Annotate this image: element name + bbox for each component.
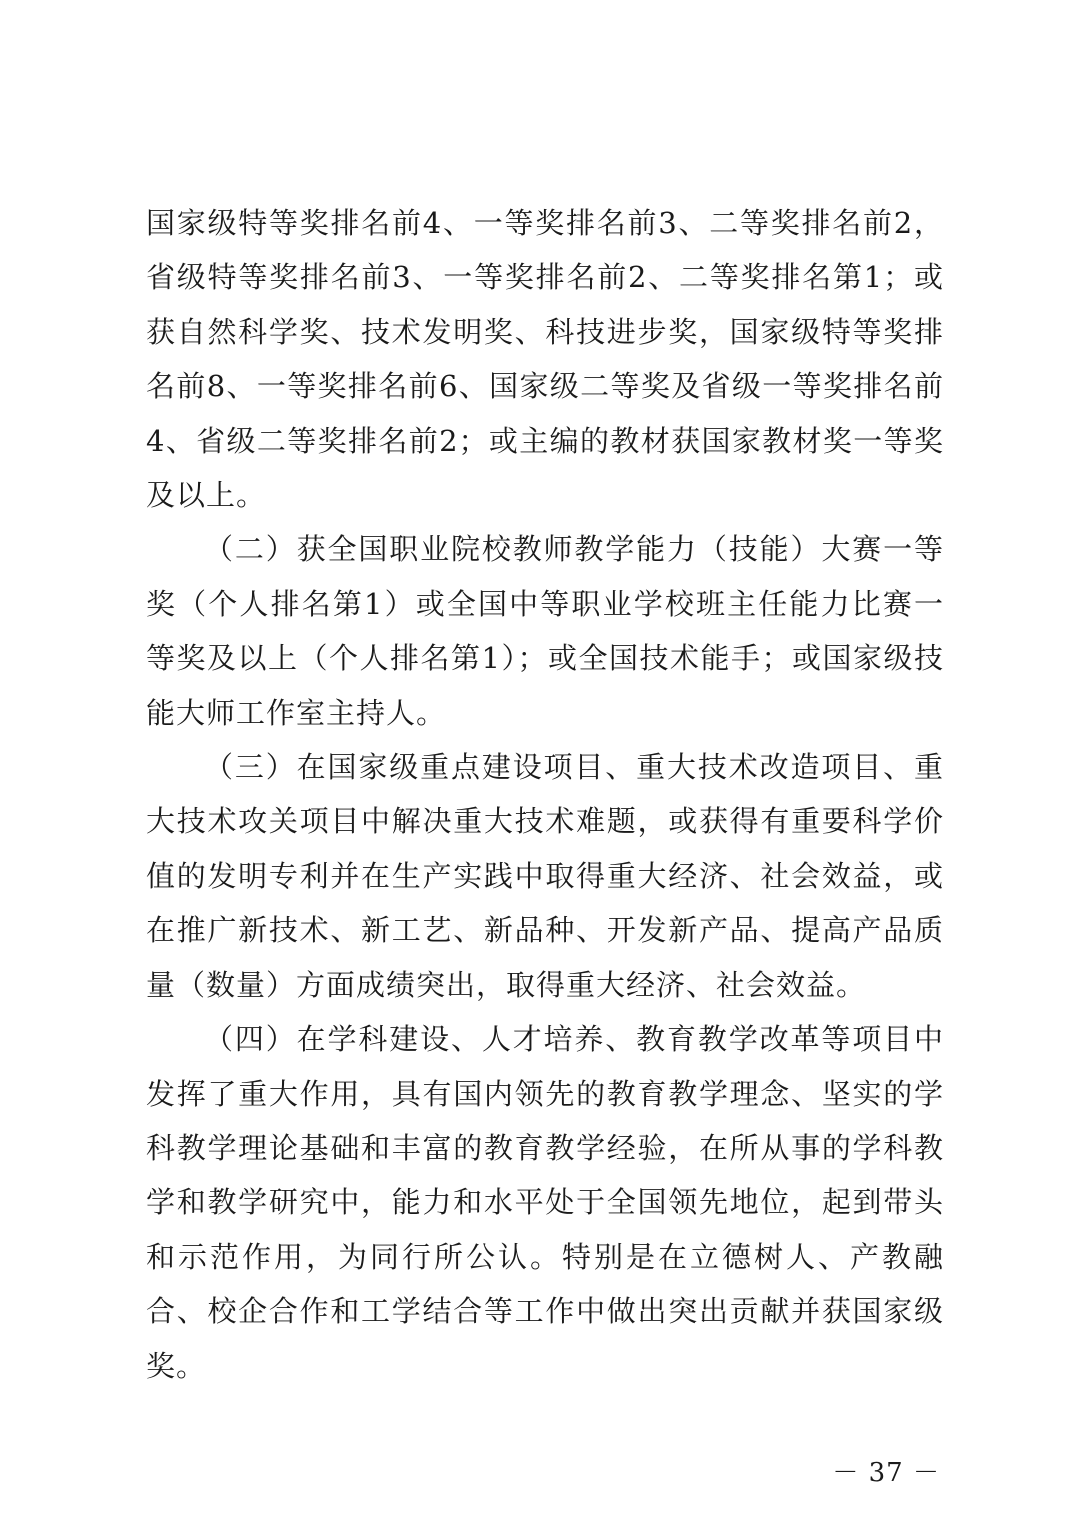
paragraph-item-2: （二）获全国职业院校教师教学能力（技能）大赛一等奖（个人排名第1）或全国中等职业学校班主任能力比赛一等奖及以上（个人排名第1）；或全国技术能手；或国家级技能大师工作室主持人。 — [146, 532, 944, 730]
paragraph-item-3: （三）在国家级重点建设项目、重大技术改造项目、重大技术攻关项目中解决重大技术难题，或获得有重要科学价值的发明专利并在生产实践中取得重大经济、社会效益，或在推广新技术、新工艺、新品种、开发新产品、提高产品质量（数量）方面成绩突出，取得重大经济、社会效益。 — [146, 750, 944, 1002]
paragraph-continued: 国家级特等奖排名前4、一等奖排名前3、二等奖排名前2，省级特等奖排名前3、一等奖排名前2、二等奖排名第1；或获自然科学奖、技术发明奖、科技进步奖，国家级特等奖排名前8、一等奖排名前6、国家级二等奖及省级一等奖排名前4、省级二等奖排名前2；或主编的教材获国家教材奖一等奖及以上。 — [146, 206, 944, 513]
body-text — [146, 196, 944, 1393]
paragraph-item-4: （四）在学科建设、人才培养、教育教学改革等项目中发挥了重大作用，具有国内领先的教育教学理念、坚实的学科教学理论基础和丰富的教育教学经验，在所从事的学科教学和教学研究中，能力和水平处于全国领先地位，起到带头和示范作用，为同行所公认。特别是在立德树人、产教融合、校企合作和工学结合等工作中做出突出贡献并获国家级奖。 — [146, 1022, 944, 1383]
page-number: － 37 － — [832, 1458, 940, 1488]
